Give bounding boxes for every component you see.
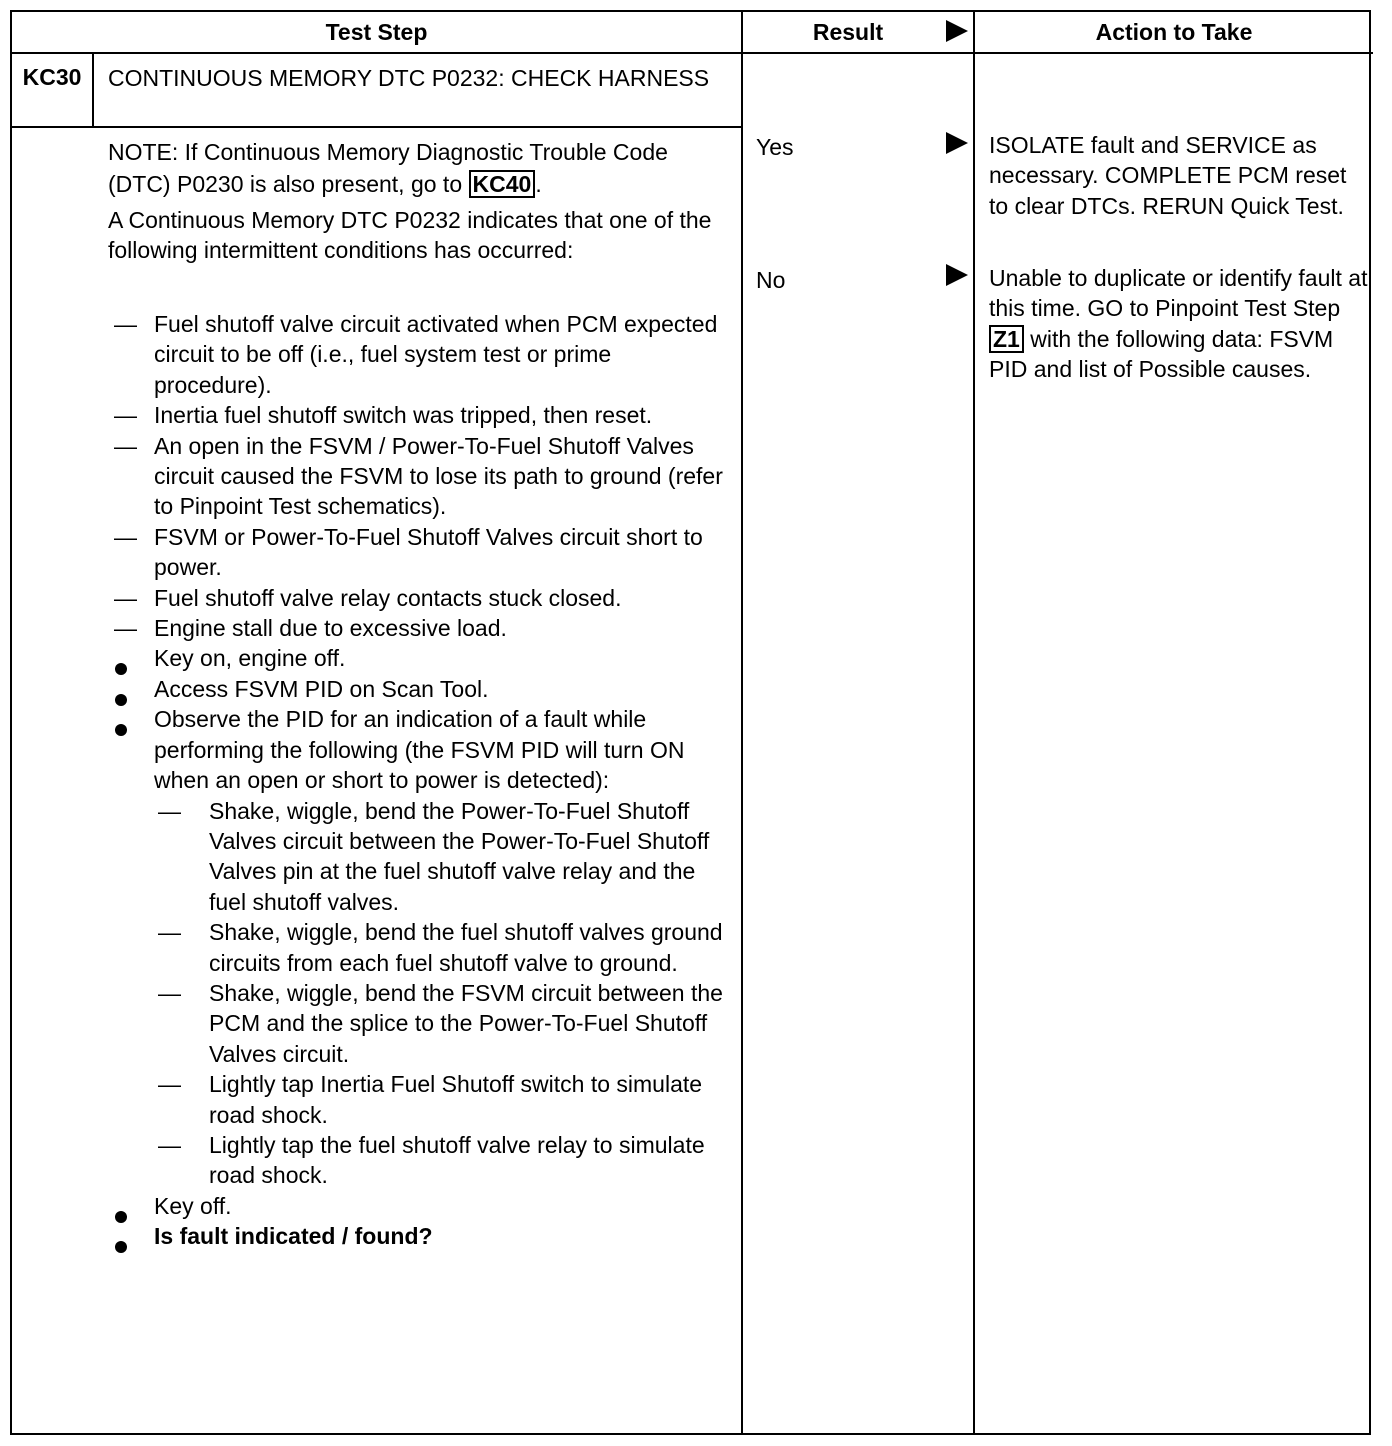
bullet-icon <box>115 1241 127 1253</box>
list-item: — An open in the FSVM / Power-To-Fuel Shutoff Valves circuit caused the FSVM to lose its path to ground (refer to Pinpoint Test schematics). <box>114 432 723 520</box>
step-title-divider <box>12 126 743 128</box>
result-no: No <box>756 267 786 293</box>
dash-marker: — <box>114 432 137 459</box>
condition-list <box>108 309 728 1252</box>
dash-marker: — <box>114 402 137 429</box>
dash-marker: — <box>158 1071 181 1098</box>
dash-marker: — <box>114 523 137 550</box>
header-test-step: Test Step <box>325 18 428 45</box>
bullet-icon <box>115 724 127 736</box>
dash-marker: — <box>158 1131 181 1158</box>
list-item: Is fault indicated / found? <box>108 1221 728 1251</box>
column-divider-action <box>973 12 975 1433</box>
result-yes: Yes <box>756 134 794 160</box>
result-no-arrow-icon <box>946 264 968 286</box>
list-item: — Shake, wiggle, bend the fuel shutoff valves ground circuits from each fuel shutoff valve to ground. <box>158 919 723 976</box>
dash-marker: — <box>114 584 137 611</box>
list-item: — Fuel shutoff valve relay contacts stuck closed. <box>108 583 728 613</box>
dash-marker: — <box>114 615 137 642</box>
header-action: Action to Take <box>1095 18 1253 45</box>
action-no: Unable to duplicate or identify fault at this time. GO to Pinpoint Test Step Z1 with the following data: FSVM PID and list of Possible causes. <box>989 265 1368 383</box>
step-ref-kc40[interactable]: KC40 <box>469 170 536 198</box>
list-item: — Shake, wiggle, bend the FSVM circuit between the PCM and the splice to the Power-To-Fuel Shutoff Valves circuit. <box>158 979 723 1067</box>
dash-marker: — <box>158 919 181 946</box>
list-item: — Shake, wiggle, bend the Power-To-Fuel Shutoff Valves circuit between the Power-To-Fuel Shutoff Valves pin at the fuel shutoff valve relay and the fuel shutoff valves. <box>158 797 710 915</box>
diagnostic-table <box>10 10 1371 1435</box>
list-item: — FSVM or Power-To-Fuel Shutoff Valves circuit short to power. <box>114 523 703 581</box>
step-ref-z1[interactable]: Z1 <box>989 325 1024 353</box>
list-item: — Lightly tap Inertia Fuel Shutoff switch to simulate road shock. <box>158 1071 703 1128</box>
list-item: Observe the PID for an indication of a fault while performing the following (the FSVM PID will turn ON when an open or short to power is detected): <box>108 704 728 795</box>
dash-marker: — <box>114 311 137 337</box>
step-intro: A Continuous Memory DTC P0232 indicates that one of the following intermittent conditions has occurred: <box>108 207 712 264</box>
column-divider-result <box>741 12 743 1433</box>
step-id-divider <box>92 52 94 128</box>
header-result: Result <box>812 18 884 45</box>
list-item: — Fuel shutoff valve circuit activated when PCM expected circuit to be off (i.e., fuel system test or prime procedure). <box>114 311 718 398</box>
list-item: — Inertia fuel shutoff switch was tripped, then reset. <box>108 400 728 430</box>
step-title: CONTINUOUS MEMORY DTC P0232: CHECK HARNESS <box>108 65 710 91</box>
dash-marker: — <box>158 797 181 824</box>
list-item: — Lightly tap the fuel shutoff valve relay to simulate road shock. <box>158 1131 705 1189</box>
list-item: Key off. <box>108 1191 728 1221</box>
list-item: — Engine stall due to excessive load. <box>108 613 728 643</box>
dash-marker: — <box>158 979 181 1006</box>
result-yes-arrow-icon <box>946 132 968 154</box>
list-item: Access FSVM PID on Scan Tool. <box>108 674 728 704</box>
action-yes: ISOLATE fault and SERVICE as necessary. COMPLETE PCM reset to clear DTCs. RERUN Quick Test. <box>989 132 1347 219</box>
header-divider <box>12 52 1373 54</box>
step-note: NOTE: If Continuous Memory Diagnostic Trouble Code (DTC) P0230 is also present, go to KC40 . <box>108 139 668 197</box>
step-id: KC30 <box>22 64 82 90</box>
list-item: Key on, engine off. <box>108 643 728 673</box>
header-arrow-icon <box>946 20 968 42</box>
